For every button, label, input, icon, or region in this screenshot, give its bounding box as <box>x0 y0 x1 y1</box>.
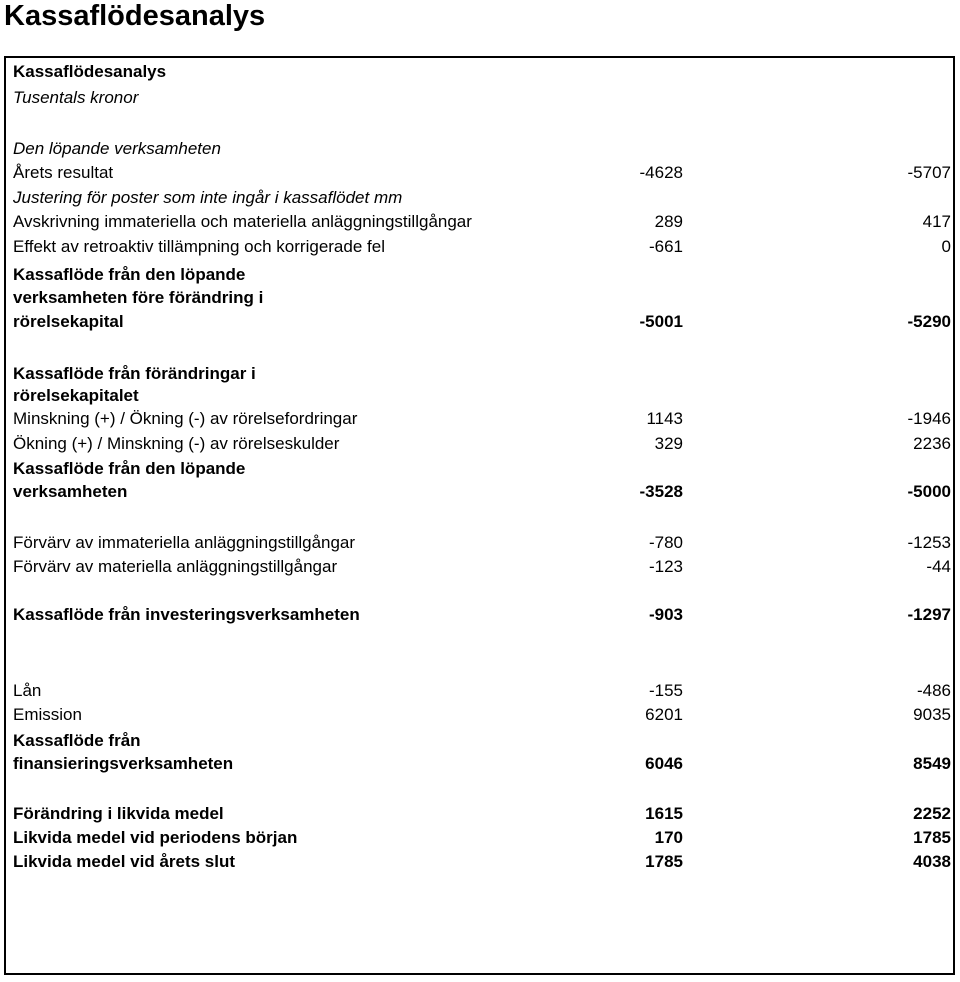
table-row <box>13 286 951 310</box>
table-row <box>13 679 951 703</box>
table-row <box>13 384 951 408</box>
row-label: Lån <box>13 681 42 700</box>
table-row <box>13 480 951 504</box>
table-row <box>13 603 951 627</box>
row-label: rörelsekapitalet <box>13 386 139 405</box>
row-label: Kassaflöde från den löpande <box>13 265 246 284</box>
row-value-col1: 6201 <box>645 705 683 724</box>
row-value-col2: -1297 <box>907 605 951 624</box>
row-value-col2: -5707 <box>907 163 951 182</box>
row-label: Den löpande verksamheten <box>13 139 221 158</box>
table-row <box>13 210 951 234</box>
table-row <box>13 703 951 727</box>
row-value-col1: -5001 <box>639 312 683 331</box>
table-row <box>13 531 951 555</box>
row-label: Likvida medel vid årets slut <box>13 852 236 871</box>
row-label: Likvida medel vid periodens början <box>13 828 298 847</box>
row-value-col2: -44 <box>926 557 951 576</box>
row-value-col1: 1143 <box>646 409 683 428</box>
row-value-col1: 6046 <box>645 754 683 773</box>
row-value-col2: 0 <box>941 237 951 256</box>
row-value-col2: -486 <box>916 681 951 700</box>
row-value-col1: 1785 <box>645 852 683 871</box>
table-row <box>13 850 951 874</box>
row-value-col2: 1785 <box>913 828 951 847</box>
row-label: Minskning (+) / Ökning (-) av rörelsefordringar <box>13 409 358 428</box>
table-row <box>13 826 951 850</box>
row-label: Årets resultat <box>13 163 114 182</box>
row-label: Ökning (+) / Minskning (-) av rörelseskulder <box>13 434 340 453</box>
row-label: Kassaflöde från <box>13 731 141 750</box>
row-value-col2: 2236 <box>913 434 951 453</box>
table-heading-row <box>13 60 951 84</box>
table-row <box>13 729 951 753</box>
row-value-col2: -5000 <box>907 482 951 501</box>
table-row <box>13 362 951 386</box>
row-value-col1: -4628 <box>639 163 683 182</box>
table-row <box>13 235 951 259</box>
row-value-col2: 2252 <box>913 804 951 823</box>
row-label: Förvärv av immateriella anläggningstillgångar <box>13 533 356 552</box>
row-value-col2: 4038 <box>913 852 951 871</box>
row-label: Justering för poster som inte ingår i kassaflödet mm <box>13 188 403 207</box>
table-subheading-row <box>13 86 951 110</box>
row-value-col1: 329 <box>654 434 683 453</box>
row-value-col2: 8549 <box>913 754 951 773</box>
row-label: verksamheten före förändring i <box>13 288 264 307</box>
row-value-col2: -1946 <box>907 409 951 428</box>
row-label: Kassaflöde från investeringsverksamheten <box>13 605 360 624</box>
row-label: Förändring i likvida medel <box>13 804 224 823</box>
row-value-col1: -155 <box>648 681 683 700</box>
row-value-col1: -661 <box>648 237 683 256</box>
row-label: rörelsekapital <box>13 312 124 331</box>
table-row <box>13 432 951 456</box>
row-value-col2: 417 <box>922 212 951 231</box>
table-subheading: Tusentals kronor <box>13 88 139 107</box>
row-value-col1: 1615 <box>645 804 683 823</box>
table-heading: Kassaflödesanalys <box>13 62 167 81</box>
row-value-col1: 289 <box>654 212 683 231</box>
row-label: Förvärv av materiella anläggningstillgångar <box>13 557 338 576</box>
table-row <box>13 555 951 579</box>
row-value-col1: -903 <box>648 605 683 624</box>
table-row <box>13 161 951 185</box>
row-label: Kassaflöde från förändringar i <box>13 364 256 383</box>
table-row <box>13 802 951 826</box>
table-row <box>13 407 951 431</box>
row-label: Avskrivning immateriella och materiella anläggningstillgångar <box>13 212 472 231</box>
row-value-col2: 9035 <box>913 705 951 724</box>
row-label: verksamheten <box>13 482 128 501</box>
row-label: Emission <box>13 705 82 724</box>
row-value-col2: -5290 <box>907 312 951 331</box>
row-value-col1: -780 <box>648 533 683 552</box>
table-row <box>13 310 951 334</box>
table-row <box>13 263 951 287</box>
table-row <box>13 137 951 161</box>
row-value-col1: 170 <box>654 828 683 847</box>
page-title: Kassaflödesanalys <box>4 0 266 32</box>
table-row <box>13 186 951 210</box>
row-label: finansieringsverksamheten <box>13 754 234 773</box>
row-label: Kassaflöde från den löpande <box>13 459 246 478</box>
table-row <box>13 752 951 776</box>
row-value-col2: -1253 <box>907 533 951 552</box>
table-row <box>13 457 951 481</box>
row-value-col1: -123 <box>648 557 683 576</box>
row-value-col1: -3528 <box>639 482 683 501</box>
row-label: Effekt av retroaktiv tillämpning och korrigerade fel <box>13 237 385 256</box>
